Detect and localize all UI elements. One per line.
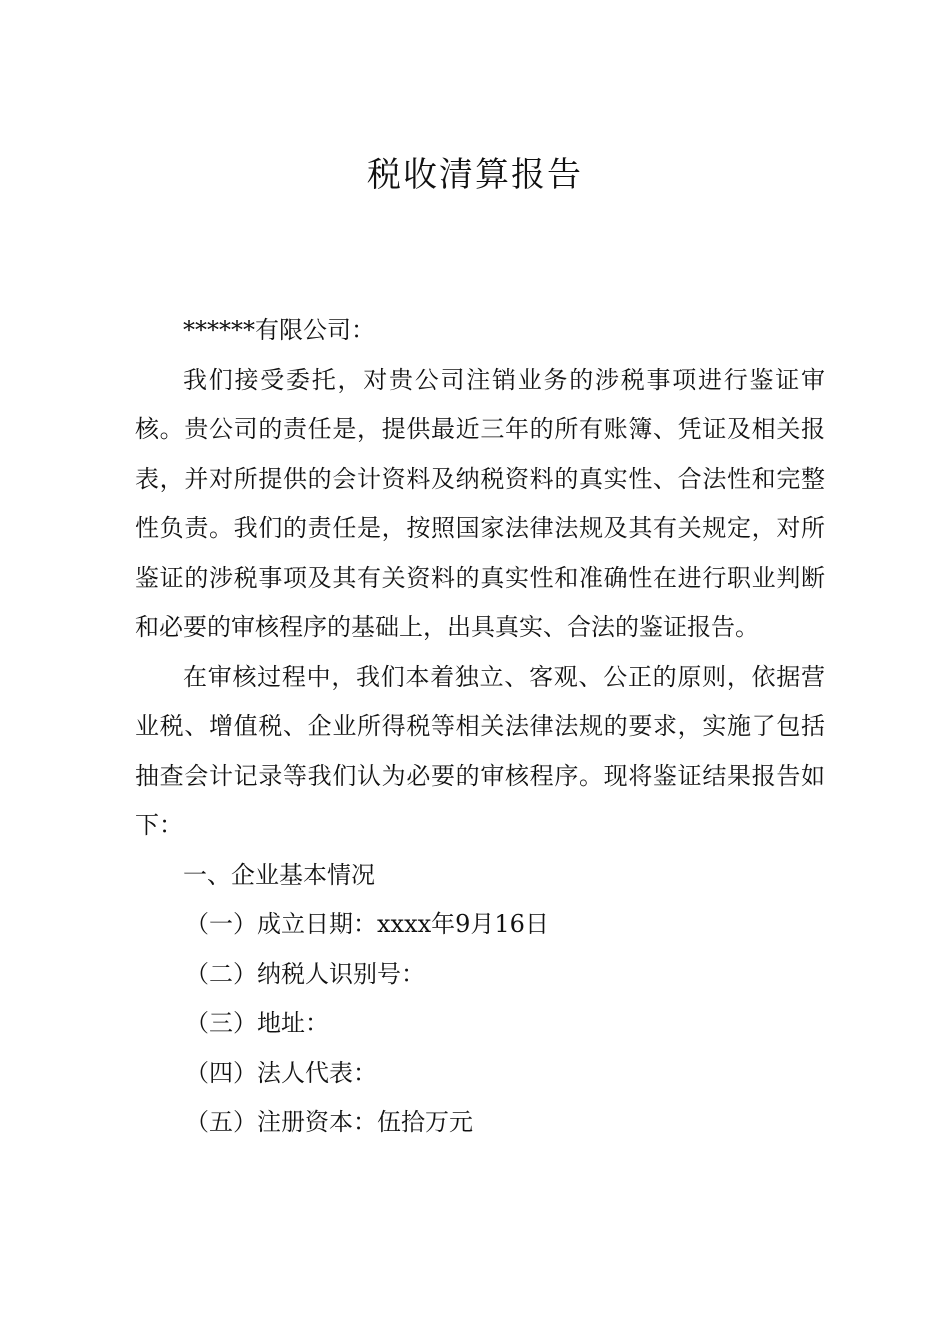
document-body [135,306,825,1148]
info-item-address: （三）地址： [185,1009,329,1037]
info-item-legal-representative: （四）法人代表： [185,1058,377,1087]
document-title: 税收清算报告 [367,155,583,195]
salutation: ******有限公司： [183,316,375,344]
info-item-establish-date: （一）成立日期：xxxx年9月16日 [185,910,549,938]
section-heading-basic-info: 一、企业基本情况 [183,860,375,889]
info-item-registered-capital: （五）注册资本：伍拾万元 [185,1108,473,1136]
paragraph-responsibility: 我们接受委托，对贵公司注销业务的涉税事项进行鉴证审核。贵公司的责任是，提供最近三年的所有账簿、凭证及相关报表，并对所提供的会计资料及纳税资料的真实性、合法性和完整性负责。我们的责任是，按照国家法律法规及其有关规定，对所鉴证的涉税事项及其有关资料的真实性和准确性在进行职业判断和必要的审核程序的基础上，出具真实、合法的鉴证报告。 [135,365,825,641]
paragraph-audit-process: 在审核过程中，我们本着独立、客观、公正的原则，依据营业税、增值税、企业所得税等相关法律法规的要求，实施了包括抽查会计记录等我们认为必要的审核程序。现将鉴证结果报告如下： [135,662,825,839]
info-item-taxpayer-id: （二）纳税人识别号： [185,959,425,988]
